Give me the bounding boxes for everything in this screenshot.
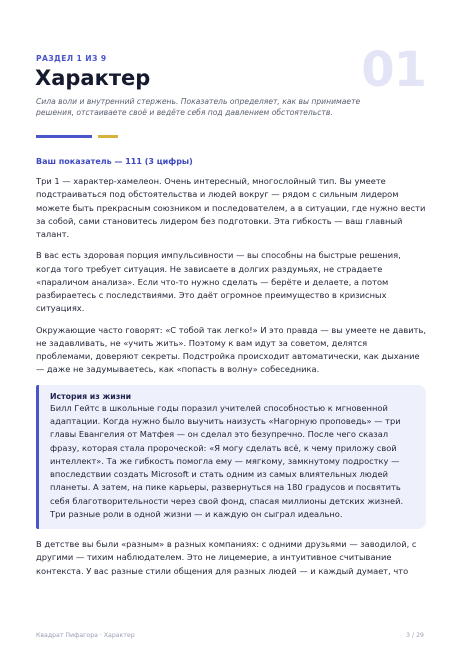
section-number: 01 bbox=[361, 42, 426, 98]
story-title: История из жизни bbox=[50, 391, 132, 401]
body-paragraph: В вас есть здоровая порция импульсивности — вы способны на быстрые решения, когда того требует ситуация. Не зависаете в долгих раздумьях, не страдаете «параличом анализа». Если что-то нужно сделать — берёте и делаете, а потом разбираетесь с последствиями. Это даёт огромное преимущество в кризисных ситуациях. bbox=[36, 250, 401, 314]
body-content bbox=[36, 175, 426, 586]
page-subtitle: Сила воли и внутренний стержень. Показатель определяет, как вы принимаете решения, отстаиваете своё и ведёте себя под давлением обстоятельств. bbox=[36, 97, 361, 117]
footer-document-title: Квадрат Пифагора · Характер bbox=[36, 632, 135, 639]
score-label: Ваш показатель — 111 (3 цифры) bbox=[36, 157, 193, 166]
body-paragraph: Окружающие часто говорят: «С тобой так легко!» И это правда — вы умеете не давить, не задавливать, не «учить жить». Поэтому к вам идут за советом, делятся проблемами, доверяют секреты. Подстройка происходит автоматически, как дыхание — даже не задумываетесь, как «попасть в волну» собеседника. bbox=[36, 324, 426, 375]
body-paragraph: В детстве вы были «разным» в разных компаниях: с одними друзьями — заводилой, с другими — тихим наблюдателем. Это не лицемерие, а интуитивное считывание контекста. У вас разные стили общения для разных людей — и каждый думает, что bbox=[36, 539, 417, 576]
section-label: РАЗДЕЛ 1 ИЗ 9 bbox=[36, 54, 107, 63]
accent-divider-blue bbox=[36, 135, 92, 138]
page-title: Характер bbox=[35, 66, 151, 90]
story-callout bbox=[36, 385, 426, 529]
accent-divider-gold bbox=[98, 135, 118, 138]
footer-page-number: 3 / 29 bbox=[406, 632, 424, 639]
body-paragraph: Три 1 — характер-хамелеон. Очень интересный, многослойный тип. Вы умеете подстраиваться под обстоятельства и людей вокруг — рядом с сильным лидером можете быть прекрасным союзником и последователем, а в ситуации, где нужно вести за собой, сами становитесь лидером без подготовки. Эта гибкость — ваш главный талант. bbox=[36, 176, 426, 240]
story-text: Билл Гейтс в школьные годы поразил учителей способностью к мгновенной адаптации. Когда нужно было выучить наизусть «Нагорную проповедь» — три главы Евангелия от Матфея — он сделал это безупречно. После чего сказал фразу, которая стала пророческой: «Я могу сделать всё, к чему приложу свой интеллект». Та же гибкость помогла ему — мягкому, замкнутому подростку — впоследствии создать Microsoft и стать одним из самых влиятельных людей планеты. А затем, на пике карьеры, развернуться на 180 градусов и посвятить себя благотворительности через свой фонд, спасая миллионы детских жизней. Три разные роли в одной жизни — и каждую он сыграл идеально. bbox=[50, 402, 404, 519]
